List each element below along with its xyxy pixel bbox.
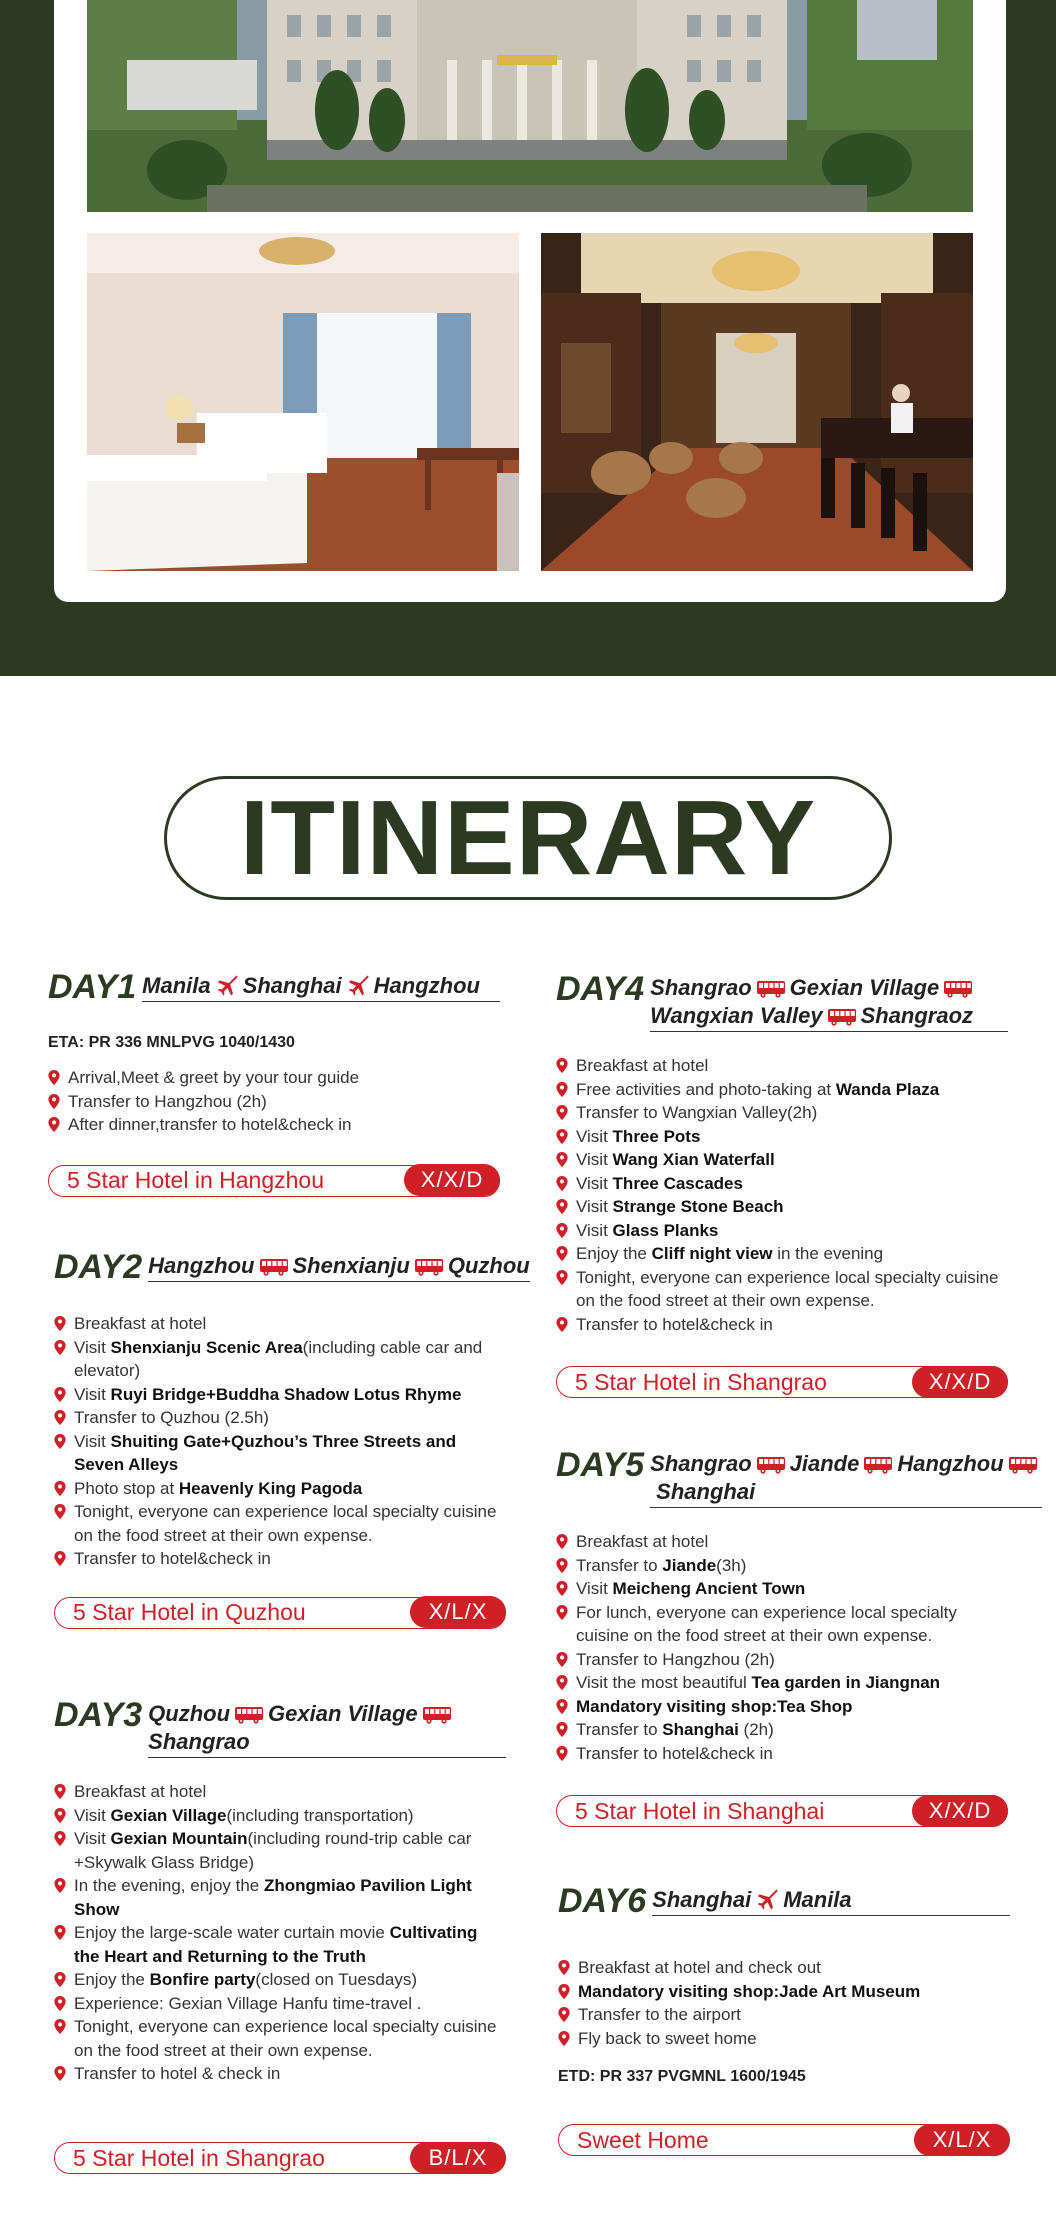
activity-item [54,2015,506,2062]
highlight-text: Bonfire party [149,1970,256,1989]
location-pin-icon [556,1652,568,1667]
location-pin-icon [54,2019,66,2034]
hotel-name: 5 Star Hotel in Hangzhou [67,1167,324,1193]
route-stop: Shangrao [650,1451,752,1476]
activity-list [558,1956,1010,2050]
day-route [650,972,1008,1032]
plane-icon [346,974,370,996]
day-2-section [54,1248,530,1629]
location-pin-icon [556,1199,568,1214]
activity-text: (closed on Tuesdays) [255,1970,417,1989]
departure-flight-info: ETD: PR 337 PVGMNL 1600/1945 [558,2068,806,2085]
arrival-flight-info: ETA: PR 336 MNLPVG 1040/1430 [48,1034,295,1051]
hotel-bedroom-photo [87,233,519,571]
bus-icon [414,1258,444,1276]
location-pin-icon [54,1784,66,1799]
day-label: DAY3 [54,1698,148,1732]
route-stop: Manila [142,973,211,998]
activity-item [48,1090,500,1114]
hotel-bar [54,1597,506,1629]
day-1-section [48,970,500,1197]
hotel-bar [54,2142,506,2174]
day-route [142,970,500,1002]
location-pin-icon [54,1831,66,1846]
activity-text: Breakfast at hotel [576,1532,709,1551]
day-label: DAY4 [556,972,650,1006]
activity-text: Breakfast at hotel [576,1056,709,1075]
bus-icon [422,1706,452,1724]
day-4-section [556,972,1008,1398]
highlight-text: Mandatory visiting shop:Tea Shop [576,1696,853,1716]
day-label: DAY1 [48,970,142,1004]
location-pin-icon [556,1558,568,1573]
location-pin-icon [556,1082,568,1097]
location-pin-icon [556,1675,568,1690]
activity-text: Visit [74,1337,111,1357]
day-route [652,1884,1010,1916]
location-pin-icon [54,1808,66,1823]
highlight-text: Three Cascades [612,1173,743,1193]
location-pin-icon [54,1316,66,1331]
activity-item [556,1266,1008,1313]
hotel-name: 5 Star Hotel in Shangrao [73,2144,325,2171]
activity-item [54,1383,506,1407]
day-label: DAY5 [556,1448,650,1482]
route-stop: Shangrao [148,1729,250,1754]
activity-item [48,1066,500,1090]
location-pin-icon [54,1387,66,1402]
hotel-bar [556,1795,1008,1827]
location-pin-icon [54,1504,66,1519]
location-pin-icon [556,1699,568,1714]
activity-item [556,1577,1008,1601]
activity-text: Visit [74,1829,111,1848]
activity-list [556,1530,1008,1765]
hotel-name: 5 Star Hotel in Quzhou [73,1599,306,1625]
activity-text: Arrival,Meet & greet by your tour guide [68,1068,360,1087]
highlight-text: Tea garden in Jiangnan [751,1673,941,1692]
meal-plan-badge: X/L/X [410,1596,506,1628]
route-stop: Quzhou [447,1253,530,1278]
activity-item [54,1500,506,1547]
location-pin-icon [556,1246,568,1261]
activity-item [54,1874,506,1921]
activity-text: Transfer to Wangxian Valley(2h) [576,1103,818,1122]
activity-item [556,1554,1008,1578]
location-pin-icon [48,1070,60,1085]
location-pin-icon [558,2007,570,2022]
activity-item [558,1956,1010,1980]
location-pin-icon [556,1105,568,1120]
highlight-text: Cultivating the Heart and Returning to the Truth [74,1923,478,1966]
activity-item [556,1313,1008,1337]
highlight-text: Three Pots [612,1126,701,1146]
bus-icon [756,980,786,998]
location-pin-icon [556,1746,568,1761]
activity-item [556,1078,1008,1102]
activity-text: in the evening [772,1244,884,1263]
activity-item [54,1992,506,2016]
activity-item [556,1648,1008,1672]
activity-text: Breakfast at hotel [74,1314,207,1333]
meal-plan-badge: B/L/X [410,2142,506,2174]
day-label: DAY2 [54,1250,148,1284]
activity-text: (including round-trip cable car +Skywalk Glass Bridge) [74,1829,472,1872]
day-3-section [54,1696,506,2171]
location-pin-icon [54,1996,66,2011]
activity-text: Transfer to Quzhou (2.5h) [74,1408,269,1427]
route-stop: Gexian Village [789,975,940,1000]
activity-text: (2h) [738,1720,774,1739]
highlight-text: Wang Xian Waterfall [612,1150,775,1169]
activity-text: Visit [576,1197,613,1216]
location-pin-icon [556,1605,568,1620]
activity-text: For lunch, everyone can experience local specialty cuisine on the food street at their own expense. [576,1602,957,1645]
activity-item [54,1827,506,1874]
hotel-name: 5 Star Hotel in Shanghai [575,1797,825,1824]
activity-item [54,1477,506,1501]
highlight-text: Strange Stone Beach [612,1197,784,1216]
day-header [558,1884,1010,1918]
location-pin-icon [556,1317,568,1332]
location-pin-icon [54,1878,66,1893]
day-route [148,1250,530,1282]
day-route [650,1448,1042,1508]
day-header [556,1448,1008,1508]
highlight-text: Glass Planks [612,1220,719,1240]
hotel-bar [558,2124,1010,2156]
activity-item [54,1804,506,1828]
location-pin-icon [54,1972,66,1987]
activity-item [54,1547,506,1571]
meal-plan-badge: X/X/D [912,1795,1008,1827]
hotel-bar [48,1165,500,1197]
day-5-section [556,1448,1008,1827]
activity-text: Visit [576,1579,613,1598]
activity-list [54,1312,506,1571]
activity-item [556,1219,1008,1243]
highlight-text: Mandatory visiting shop:Jade Art Museum [578,1981,921,2001]
activity-text: Breakfast at hotel [74,1782,207,1801]
activity-item [558,2003,1010,2027]
activity-item [556,1530,1008,1554]
hotel-bar [556,1366,1008,1398]
bus-icon [234,1706,264,1724]
activity-text: Visit [74,1384,111,1404]
route-stop: Hangzhou [373,973,480,998]
route-stop: Shanghai [656,1479,756,1504]
highlight-text: Wanda Plaza [835,1079,940,1099]
activity-text: Visit [576,1173,613,1193]
activity-list [54,1780,506,2086]
activity-list [48,1066,500,1137]
hotel-name: 5 Star Hotel in Shangrao [575,1368,827,1395]
route-stop: Shanghai [652,1887,752,1912]
activity-text: Tonight, everyone can experience local specialty cuisine on the food street at their own expense. [74,1502,497,1545]
activity-item [556,1125,1008,1149]
location-pin-icon [556,1722,568,1737]
activity-item [556,1671,1008,1695]
route-stop: Shangraoz [860,1003,974,1028]
activity-item [48,1113,500,1137]
day-header [54,1248,530,1286]
activity-item [556,1148,1008,1172]
activity-list [556,1054,1008,1336]
highlight-text: Ruyi Bridge+Buddha Shadow Lotus Rhyme [110,1384,462,1404]
activity-item [556,1718,1008,1742]
activity-text: In the evening, enjoy the [74,1876,264,1895]
location-pin-icon [48,1117,60,1132]
day-header [54,1698,506,1758]
activity-text: Transfer to Hangzhou (2h) [576,1649,775,1669]
activity-item [556,1101,1008,1125]
location-pin-icon [556,1152,568,1167]
activity-text: (3h) [716,1555,747,1575]
activity-text: Visit the most beautiful [576,1673,752,1692]
activity-item [54,1312,506,1336]
location-pin-icon [556,1270,568,1285]
itinerary-title: ITINERARY [239,779,817,897]
hotel-exterior-photo [87,0,973,212]
activity-text: Transfer to Hangzhou (2h) [68,1091,267,1111]
location-pin-icon [54,1925,66,1940]
location-pin-icon [54,1340,66,1355]
route-stop: Quzhou [148,1701,231,1726]
activity-text: Transfer to hotel&check in [74,1549,271,1568]
location-pin-icon [556,1176,568,1191]
route-stop: Jiande [789,1451,860,1476]
activity-text: Photo stop at [74,1478,179,1498]
plane-icon [215,974,239,996]
hotel-photo-card [54,0,1006,602]
activity-text: Transfer to [576,1720,663,1739]
location-pin-icon [558,2031,570,2046]
activity-item [54,1430,506,1477]
route-stop: Wangxian Valley [650,1003,823,1028]
hotel-name: Sweet Home [577,2126,709,2153]
activity-text: Visit [576,1150,613,1169]
activity-item [556,1742,1008,1766]
bus-icon [259,1258,289,1276]
highlight-text: Meicheng Ancient Town [612,1579,806,1598]
bus-icon [863,1456,893,1474]
plane-icon [755,1888,779,1910]
highlight-text: Jiande [662,1555,717,1575]
bus-icon [943,980,973,998]
hotel-bar-lounge-photo [541,233,973,571]
highlight-text: Gexian Village [110,1805,227,1825]
activity-item [54,1406,506,1430]
location-pin-icon [556,1581,568,1596]
activity-text: Visit [576,1220,613,1240]
activity-item [54,1921,506,1968]
activity-text: Enjoy the [576,1244,652,1263]
route-stop: Shanghai [242,973,342,998]
hotel-photo-band [0,0,1056,676]
highlight-text: Shanghai [662,1720,739,1739]
activity-text: After dinner,transfer to hotel&check in [68,1115,352,1134]
activity-text: Tonight, everyone can experience local specialty cuisine on the food street at their own expense. [576,1267,999,1310]
activity-text: Transfer to hotel&check in [576,1314,773,1334]
location-pin-icon [54,2066,66,2081]
location-pin-icon [556,1534,568,1549]
location-pin-icon [48,1094,60,1109]
activity-text: Transfer to [576,1555,663,1575]
itinerary-title-frame [164,776,892,900]
activity-text: Visit [576,1126,613,1146]
highlight-text: Shuiting Gate+Quzhou’s Three Streets and Seven Alleys [74,1431,457,1474]
activity-text: (including transportation) [226,1805,414,1825]
route-stop: Hangzhou [897,1451,1004,1476]
activity-text: Enjoy the [74,1970,150,1989]
highlight-text: Zhongmiao Pavilion Light Show [74,1876,472,1919]
activity-item [54,1968,506,1992]
activity-text: Free activities and photo-taking at [576,1079,836,1099]
bus-icon [827,1008,857,1026]
bus-icon [1008,1456,1038,1474]
activity-text: Fly back to sweet home [578,2028,757,2048]
day-label: DAY6 [558,1884,652,1918]
meal-plan-badge: X/X/D [912,1366,1008,1398]
activity-text: (including cable car and elevator) [74,1337,483,1380]
route-stop: Manila [783,1887,852,1912]
highlight-text: Gexian Mountain [110,1829,248,1848]
day-6-section [558,1884,1010,2156]
highlight-text: Shenxianju Scenic Area [110,1337,303,1357]
location-pin-icon [54,1481,66,1496]
location-pin-icon [556,1223,568,1238]
location-pin-icon [54,1551,66,1566]
location-pin-icon [558,1960,570,1975]
meal-plan-badge: X/L/X [914,2124,1010,2156]
activity-item [54,2062,506,2086]
day-header [556,972,1008,1032]
location-pin-icon [54,1434,66,1449]
activity-text: Transfer to hotel&check in [576,1743,773,1763]
activity-text: Transfer to the airport [578,2005,741,2024]
activity-text: Enjoy the large-scale water curtain movie [74,1923,390,1942]
highlight-text: Heavenly King Pagoda [178,1478,363,1498]
activity-item [556,1695,1008,1719]
route-stop: Shenxianju [292,1253,410,1278]
activity-item [54,1780,506,1804]
location-pin-icon [558,1984,570,1999]
activity-text: Transfer to hotel & check in [74,2064,281,2083]
day-route [148,1698,506,1758]
activity-text: Visit [74,1431,111,1451]
day-header [48,970,500,1004]
activity-item [556,1172,1008,1196]
location-pin-icon [556,1058,568,1073]
activity-item [54,1336,506,1383]
activity-item [556,1242,1008,1266]
route-stop: Shangrao [650,975,752,1000]
activity-text: Experience: Gexian Village Hanfu time-travel . [74,1993,422,2013]
route-stop: Gexian Village [268,1701,418,1726]
location-pin-icon [556,1129,568,1144]
highlight-text: Cliff night view [651,1244,773,1263]
bus-icon [756,1456,786,1474]
route-stop: Hangzhou [148,1253,255,1278]
activity-text: Visit [74,1805,111,1825]
activity-item [556,1195,1008,1219]
activity-item [556,1601,1008,1648]
activity-text: Breakfast at hotel and check out [578,1958,821,1977]
activity-item [558,1980,1010,2004]
meal-plan-badge: X/X/D [404,1164,500,1196]
activity-item [556,1054,1008,1078]
location-pin-icon [54,1410,66,1425]
activity-item [558,2027,1010,2051]
activity-text: Tonight, everyone can experience local specialty cuisine on the food street at their own expense. [74,2017,497,2060]
